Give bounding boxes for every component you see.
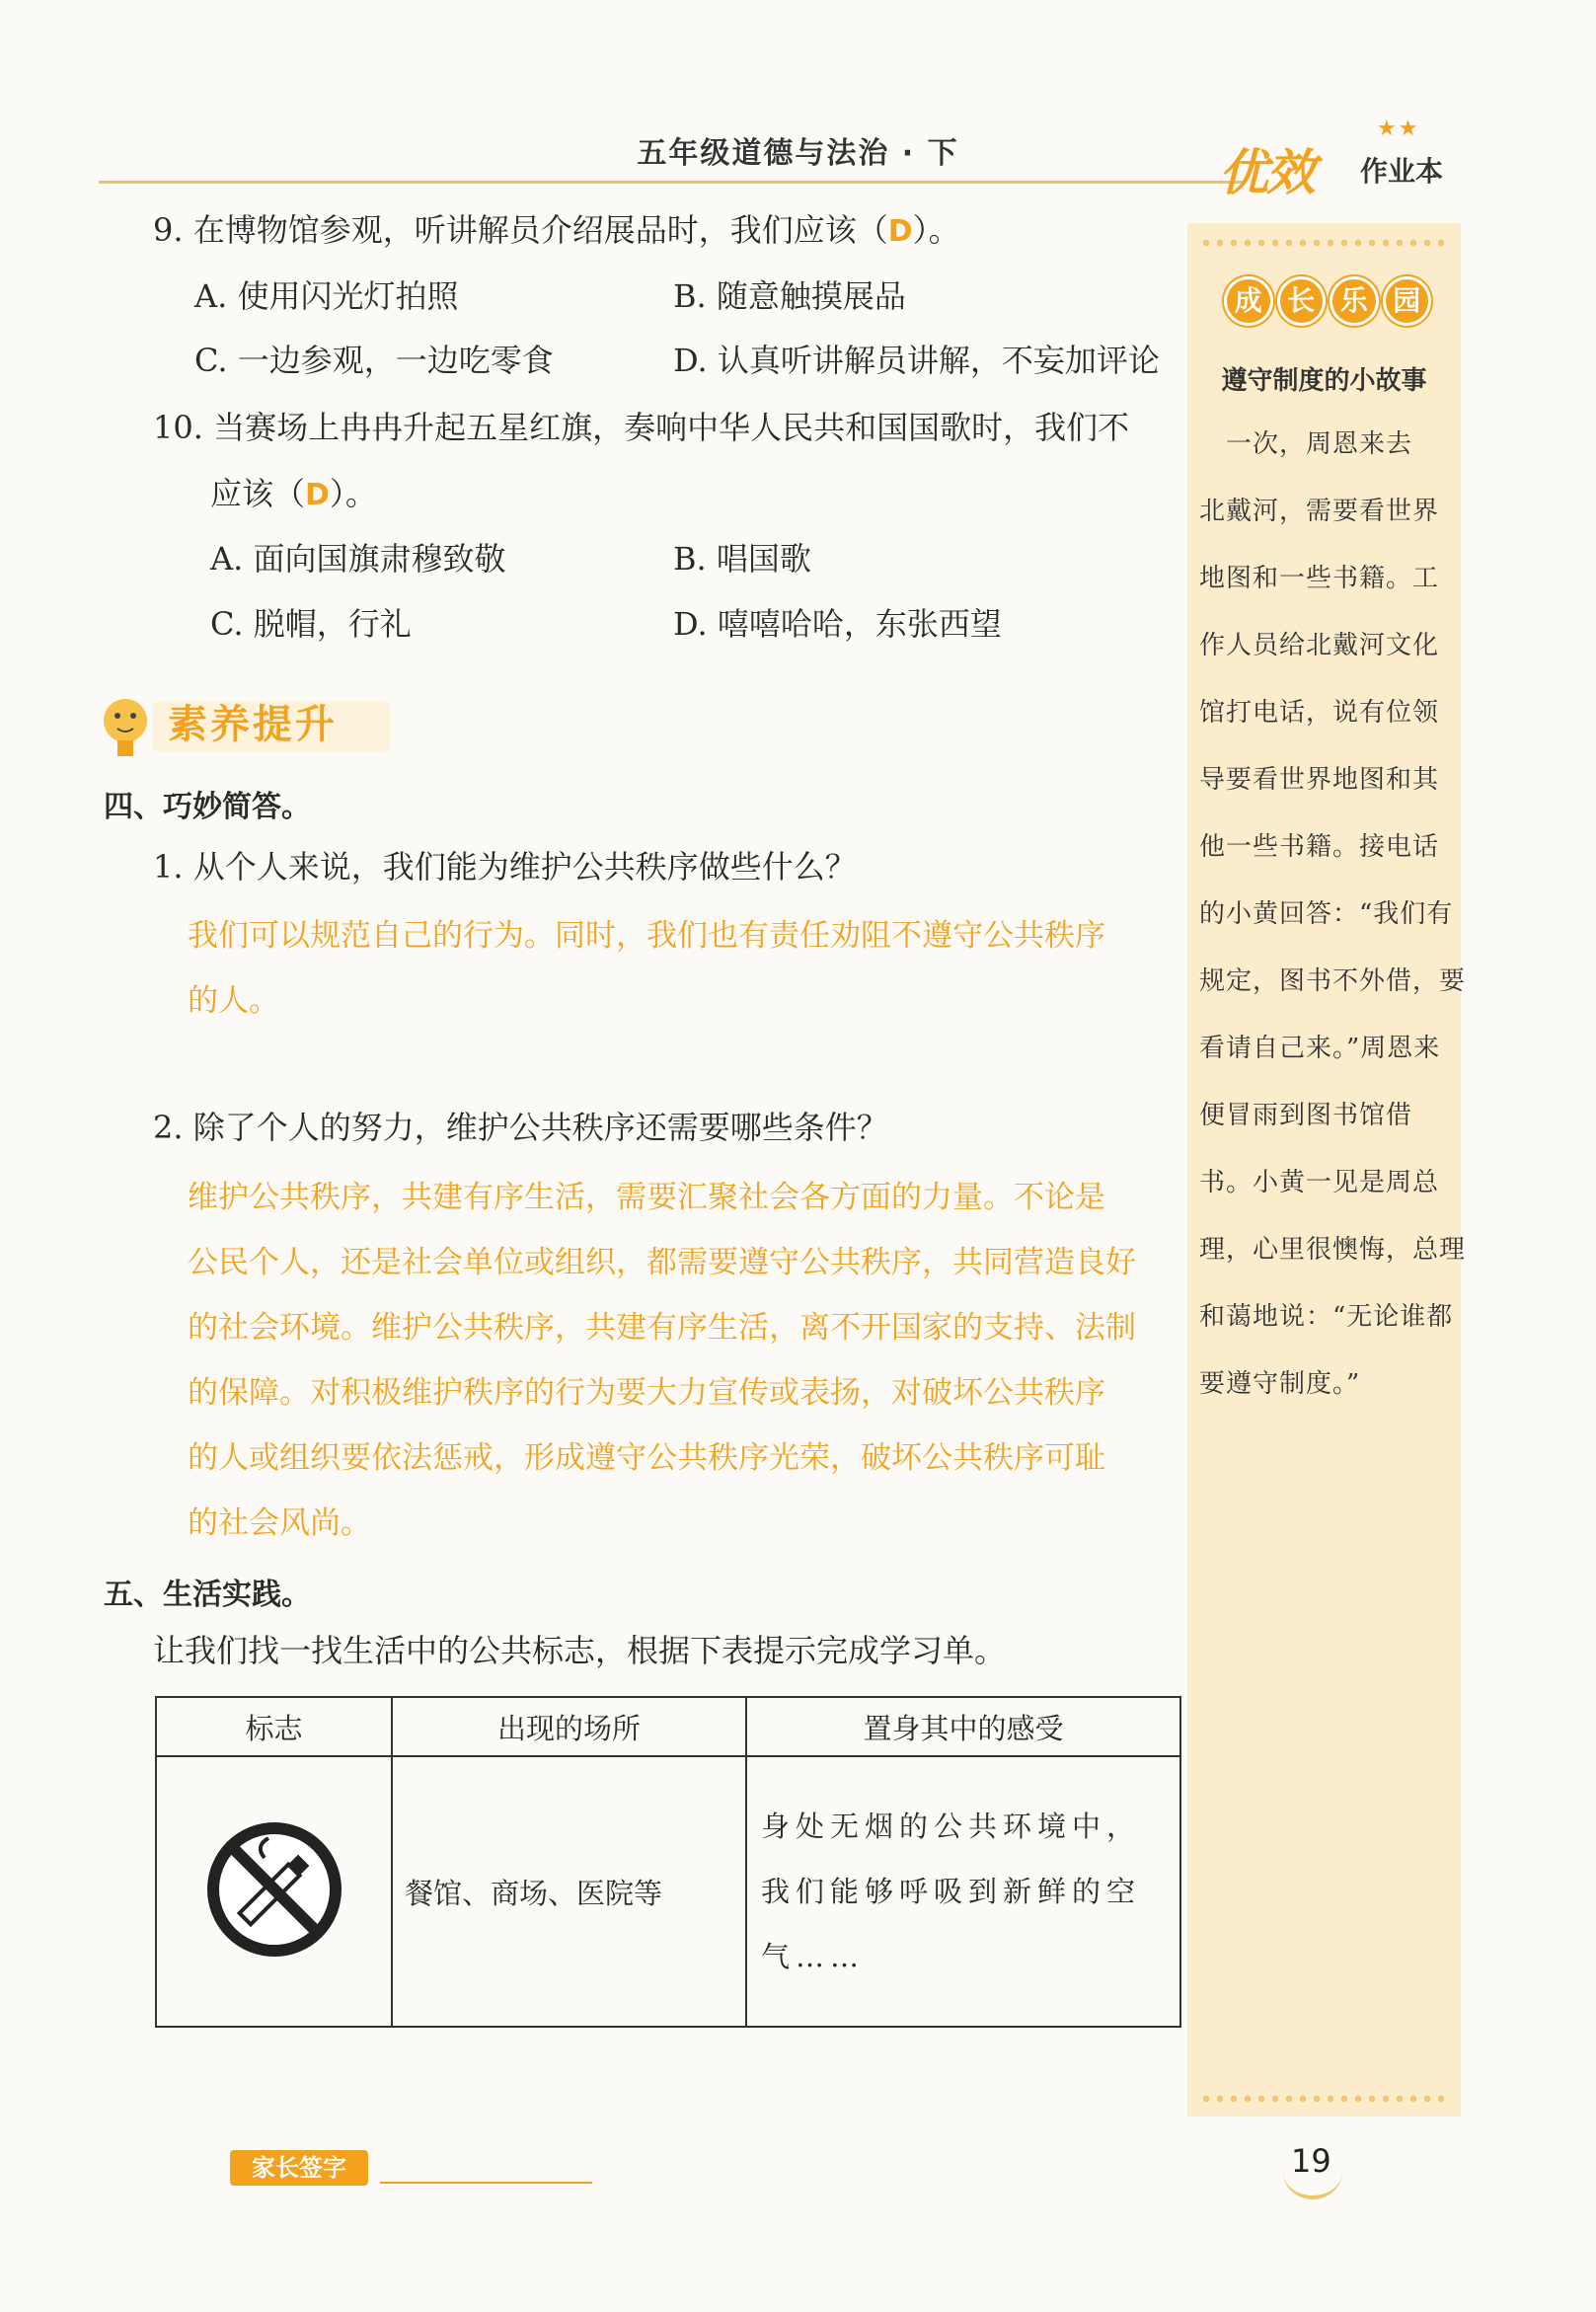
question-9-stem [153,210,960,252]
q10-option-c: C. 脱帽，行礼 [210,605,412,643]
q9-option-c: C. 一边参观，一边吃零食 [194,342,554,379]
q9-option-b: B. 随意触摸展品 [673,277,906,315]
sidebar-heading-badges [1224,276,1431,326]
sidebar-story-line: 他一些书籍。接电话 [1199,832,1440,862]
sidebar-story-line: 地图和一些书籍。工 [1199,564,1440,593]
q10-option-d: D. 嘻嘻哈哈，东张西望 [673,605,1002,643]
table-row [156,1756,1180,2027]
answer-line: 我们可以规范自己的行为。同时，我们也有责任劝阻不遵守公共秩序 [188,918,1105,954]
question-10-answer: D [305,478,330,512]
question-10-stem-line2 [210,474,377,515]
table-header-feeling: 置身其中的感受 [746,1697,1180,1756]
sidebar-story-line: 理，心里很懊悔，总理 [1199,1235,1467,1265]
sidebar-badge: 成 [1224,276,1273,326]
sidebar-story-line: 北戴河，需要看世界 [1199,497,1440,526]
section-5-title: 五、生活实践。 [104,1578,311,1612]
table-cell-sign [156,1756,392,2027]
question-10-stem-end: ）。 [329,475,377,512]
brand-logo: 优效 [1219,144,1314,201]
section-4-q2-answer [188,1165,1136,1556]
section-4-title: 四、巧妙简答。 [104,790,311,824]
section-4-q1-stem: 1. 从个人来说，我们能为维护公共秩序做些什么？ [153,848,857,886]
answer-line: 的人。 [188,983,279,1019]
section-banner-label: 素养提升 [168,702,338,747]
sidebar-story-line: 一次，周恩来去 [1199,429,1413,459]
sidebar-story-line: 和蔼地说：“无论谁都 [1199,1302,1454,1332]
sidebar-story-line: 规定，图书不外借，要 [1199,966,1467,996]
page-header-title: 五年级道德与法治 · 下 [637,136,959,171]
brand-stars-icon: ★★ [1377,116,1420,141]
answer-line: 的人或组织要依法惩戒，形成遵守公共秩序光荣，破坏公共秩序可耻 [188,1440,1105,1476]
sidebar-badge: 长 [1277,276,1327,326]
answer-line: 维护公共秩序，共建有序生活，需要汇聚社会各方面的力量。不论是 [188,1180,1105,1215]
table-cell-feeling: 身处无烟的公共环境中，我们能够呼吸到新鲜的空气…… [746,1756,1180,2027]
section-4-q2-stem: 2. 除了个人的努力，维护公共秩序还需要哪些条件？ [153,1109,888,1146]
section-4-q1-answer [188,903,1105,1034]
answer-line: 的社会风尚。 [188,1505,371,1541]
sidebar-story-line: 要遵守制度。” [1199,1369,1361,1399]
q9-option-a: A. 使用闪光灯拍照 [194,277,459,315]
page-number: 19 [1291,2142,1331,2180]
table-header-sign: 标志 [156,1697,392,1756]
section-5-instruction: 让我们找一找生活中的公共标志，根据下表提示完成学习单。 [153,1632,1007,1669]
header-divider [99,181,1244,184]
sidebar-story-line: 作人员给北戴河文化 [1199,631,1440,660]
table-header-place: 出现的场所 [392,1697,746,1756]
question-10-stem-text: 应该（ [210,475,306,512]
parent-signature-label: 家长签字 [230,2150,368,2186]
question-9-stem-end: ）。 [912,211,960,249]
answer-line: 的保障。对积极维护秩序的行为要大力宣传或表扬，对破坏公共秩序 [188,1375,1105,1411]
q9-option-d: D. 认真听讲解员讲解，不妄加评论 [673,342,1160,379]
table-cell-place: 餐馆、商场、医院等 [392,1756,746,2027]
answer-line: 公民个人，还是社会单位或组织，都需要遵守公共秩序，共同营造良好 [188,1245,1136,1280]
q10-option-b: B. 唱国歌 [673,540,811,578]
sidebar-top-dots [1199,239,1451,247]
question-10-stem-line1: 10. 当赛场上冉冉升起五星红旗，奏响中华人民共和国国歌时，我们不 [153,409,1130,446]
brand-subtitle: 作业本 [1360,155,1444,188]
sidebar-badge: 乐 [1330,276,1379,326]
parent-signature-field[interactable] [380,2182,592,2184]
sidebar-story-line: 导要看世界地图和其 [1199,765,1440,795]
q10-option-a: A. 面向国旗肃穆致敬 [210,540,506,578]
question-9-stem-text: 9. 在博物馆参观，听讲解员介绍展品时，我们应该（ [153,211,888,249]
table-header-row [156,1697,1180,1756]
sidebar-bottom-dots [1199,2095,1451,2103]
sidebar-story-title: 遵守制度的小故事 [1221,366,1427,396]
sidebar-story-line: 看请自己来。”周恩来 [1199,1034,1441,1063]
sidebar-badge: 园 [1383,276,1432,326]
sidebar-story-line: 的小黄回答：“我们有 [1199,899,1454,929]
sidebar-story-line: 便冒雨到图书馆借 [1199,1101,1413,1130]
sidebar-story-line: 馆打电话，说有位领 [1199,698,1440,728]
answer-line: 的社会环境。维护公共秩序，共建有序生活，离不开国家的支持、法制 [188,1310,1136,1346]
sidebar-story-line: 书。小黄一见是周总 [1199,1168,1440,1197]
public-signs-table [155,1696,1181,2028]
no-smoking-icon [205,1820,343,1959]
question-9-answer: D [887,214,913,249]
